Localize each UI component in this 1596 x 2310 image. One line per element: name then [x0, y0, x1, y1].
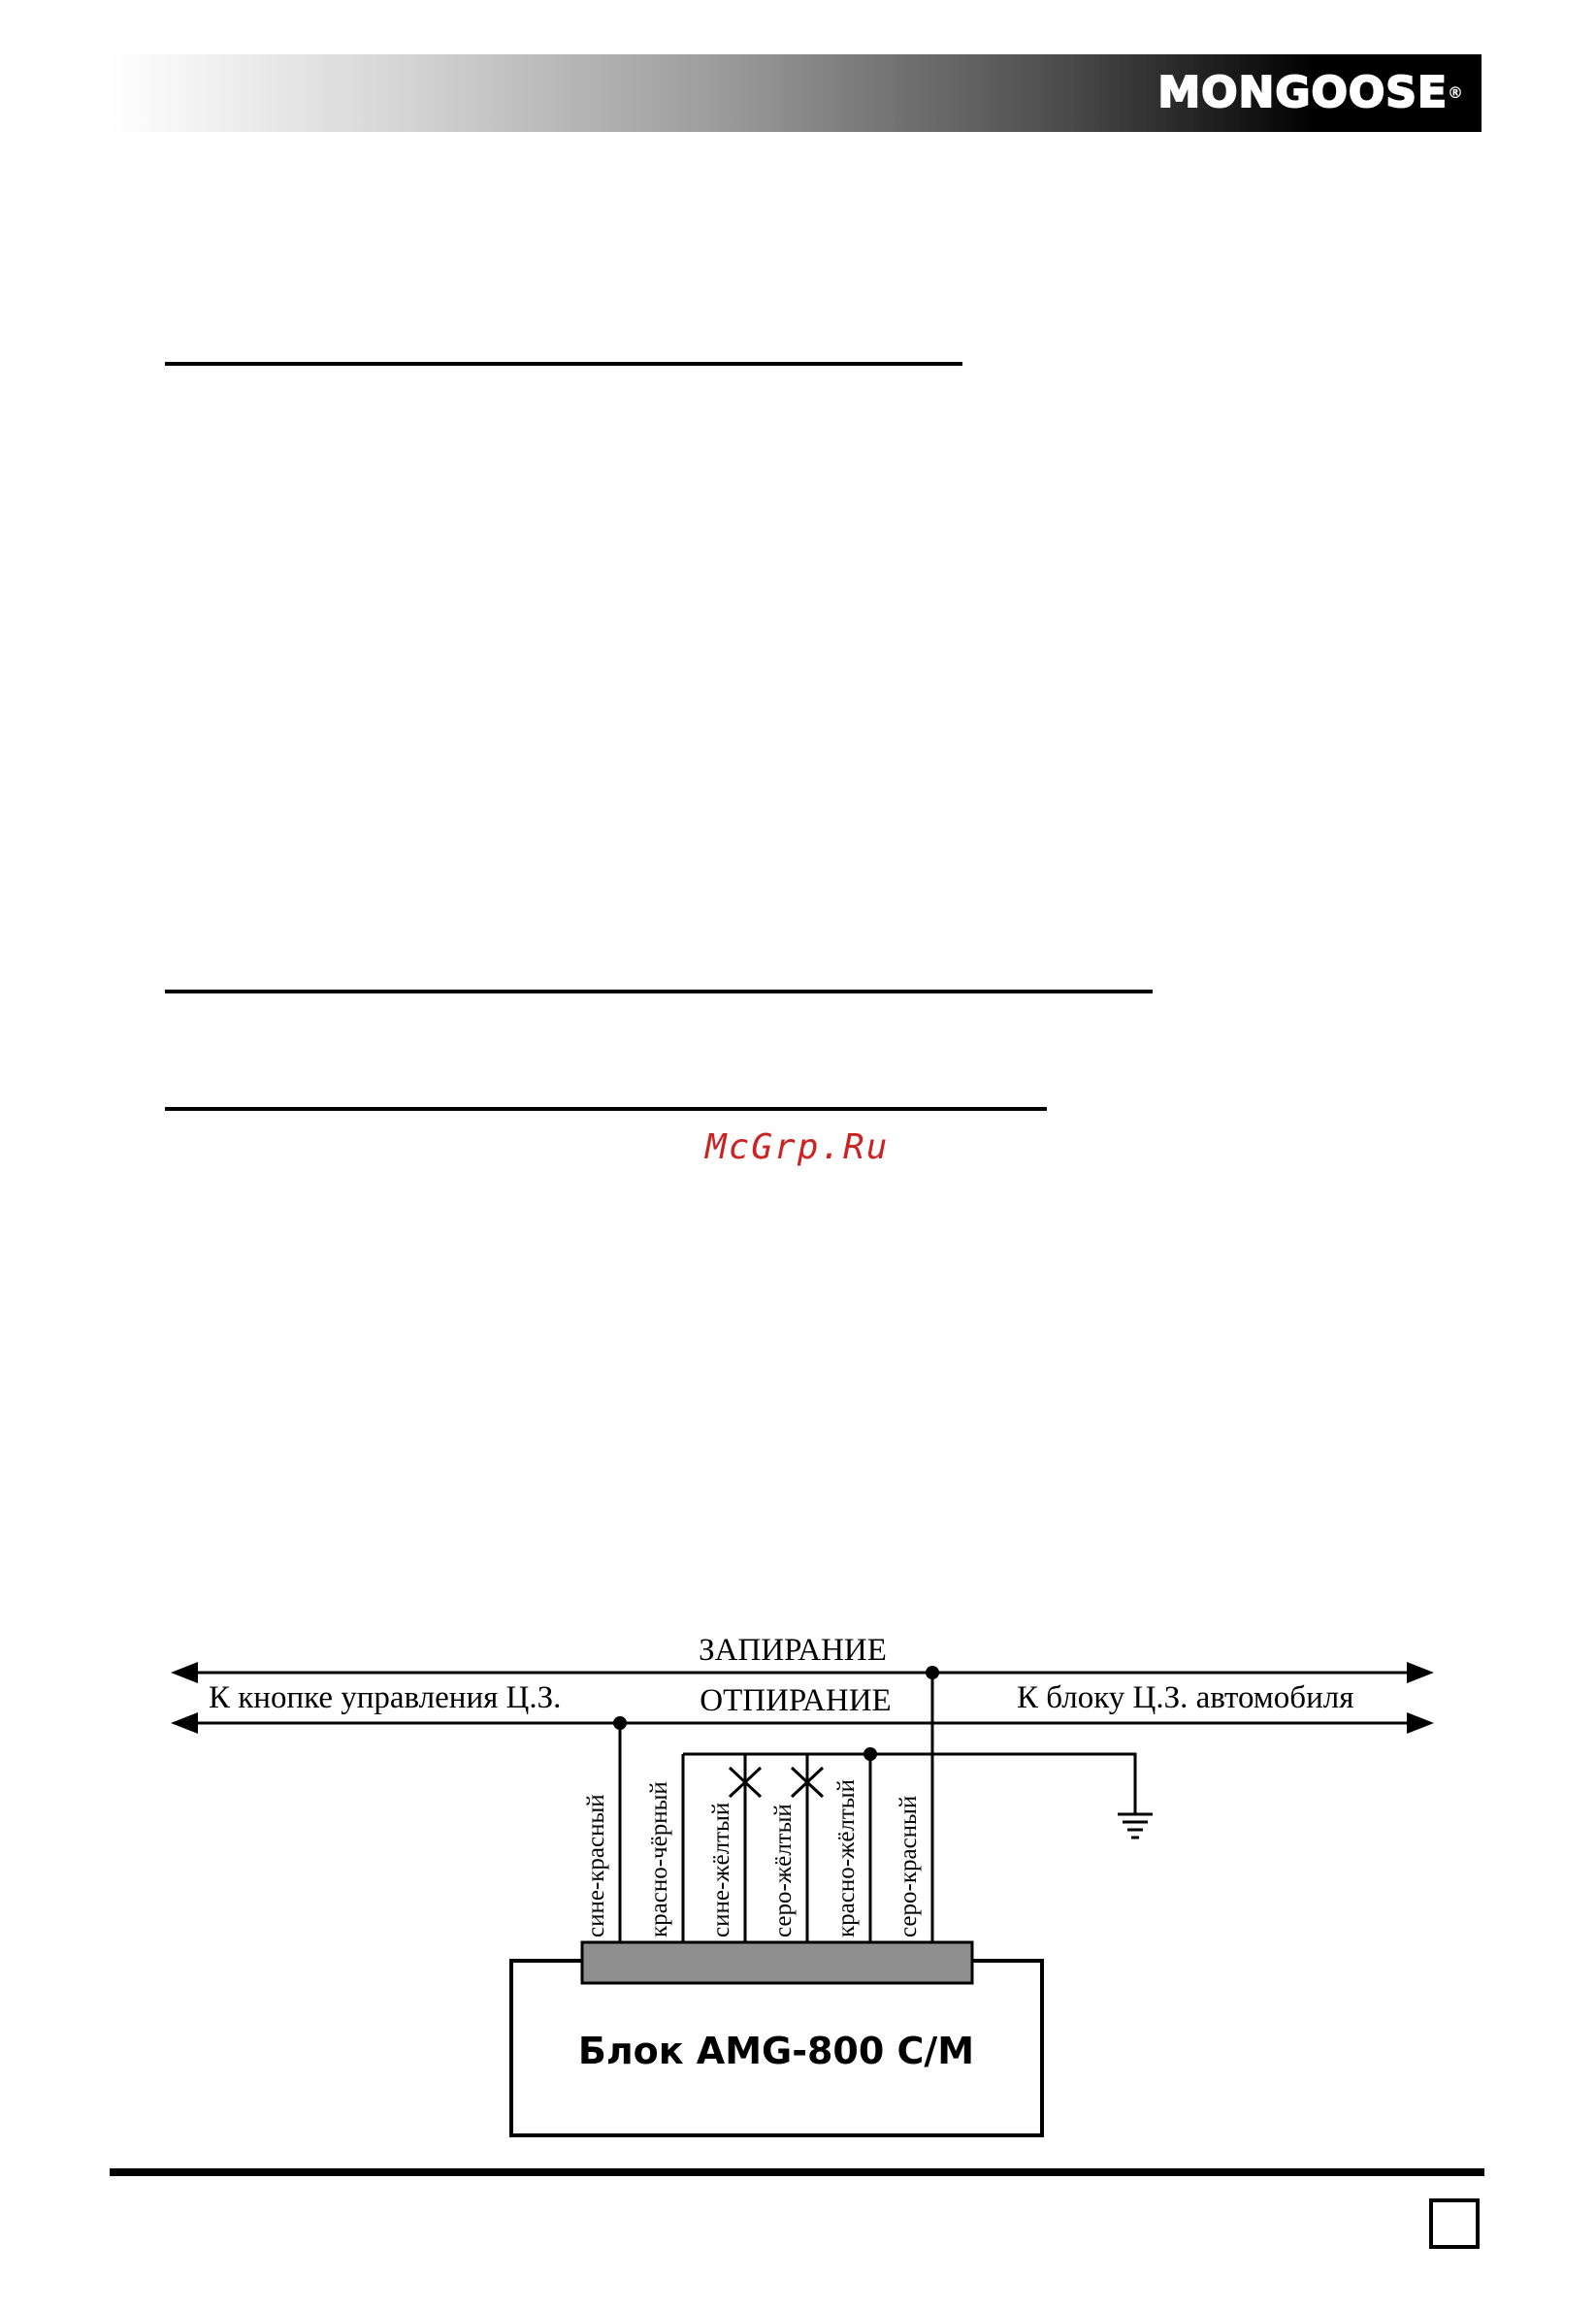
wire-label-red-yellow: красно-жёлтый — [833, 1779, 860, 1937]
right-destination-label: К блоку Ц.З. автомобиля — [1017, 1680, 1354, 1715]
lock-bus-left-arrow — [171, 1662, 198, 1683]
lock-bus-right-arrow — [1407, 1662, 1434, 1683]
wire-label-red-black: красно-чёрный — [646, 1781, 672, 1937]
junction-dot-ground — [863, 1747, 877, 1761]
logo-text: MONGOOSE — [1157, 68, 1448, 117]
watermark: McGrp.Ru — [705, 1127, 890, 1167]
registered-mark: ® — [1448, 83, 1464, 102]
footer-rule — [110, 2168, 1484, 2176]
unlock-label: ОТПИРАНИЕ — [700, 1683, 892, 1718]
wire-label-grey-yellow: серо-жёлтый — [770, 1804, 797, 1937]
amg-block-connector — [582, 1942, 972, 1983]
page-number-box — [1429, 2198, 1480, 2249]
unlock-bus-right-arrow — [1407, 1712, 1434, 1734]
left-destination-label: К кнопке управления Ц.З. — [209, 1680, 562, 1715]
unlock-bus-left-arrow — [171, 1712, 198, 1734]
junction-dot-lock — [926, 1666, 939, 1679]
amg-block-label: Блок AMG-800 C/M — [577, 2030, 975, 2072]
lock-label: ЗАПИРАНИЕ — [699, 1633, 887, 1668]
wire-label-grey-red: серо-красный — [896, 1795, 922, 1937]
wire-label-blue-red: сине-красный — [583, 1794, 609, 1937]
wire-label-blue-yellow: сине-жёлтый — [708, 1802, 734, 1937]
junction-dot-unlock — [613, 1716, 627, 1730]
